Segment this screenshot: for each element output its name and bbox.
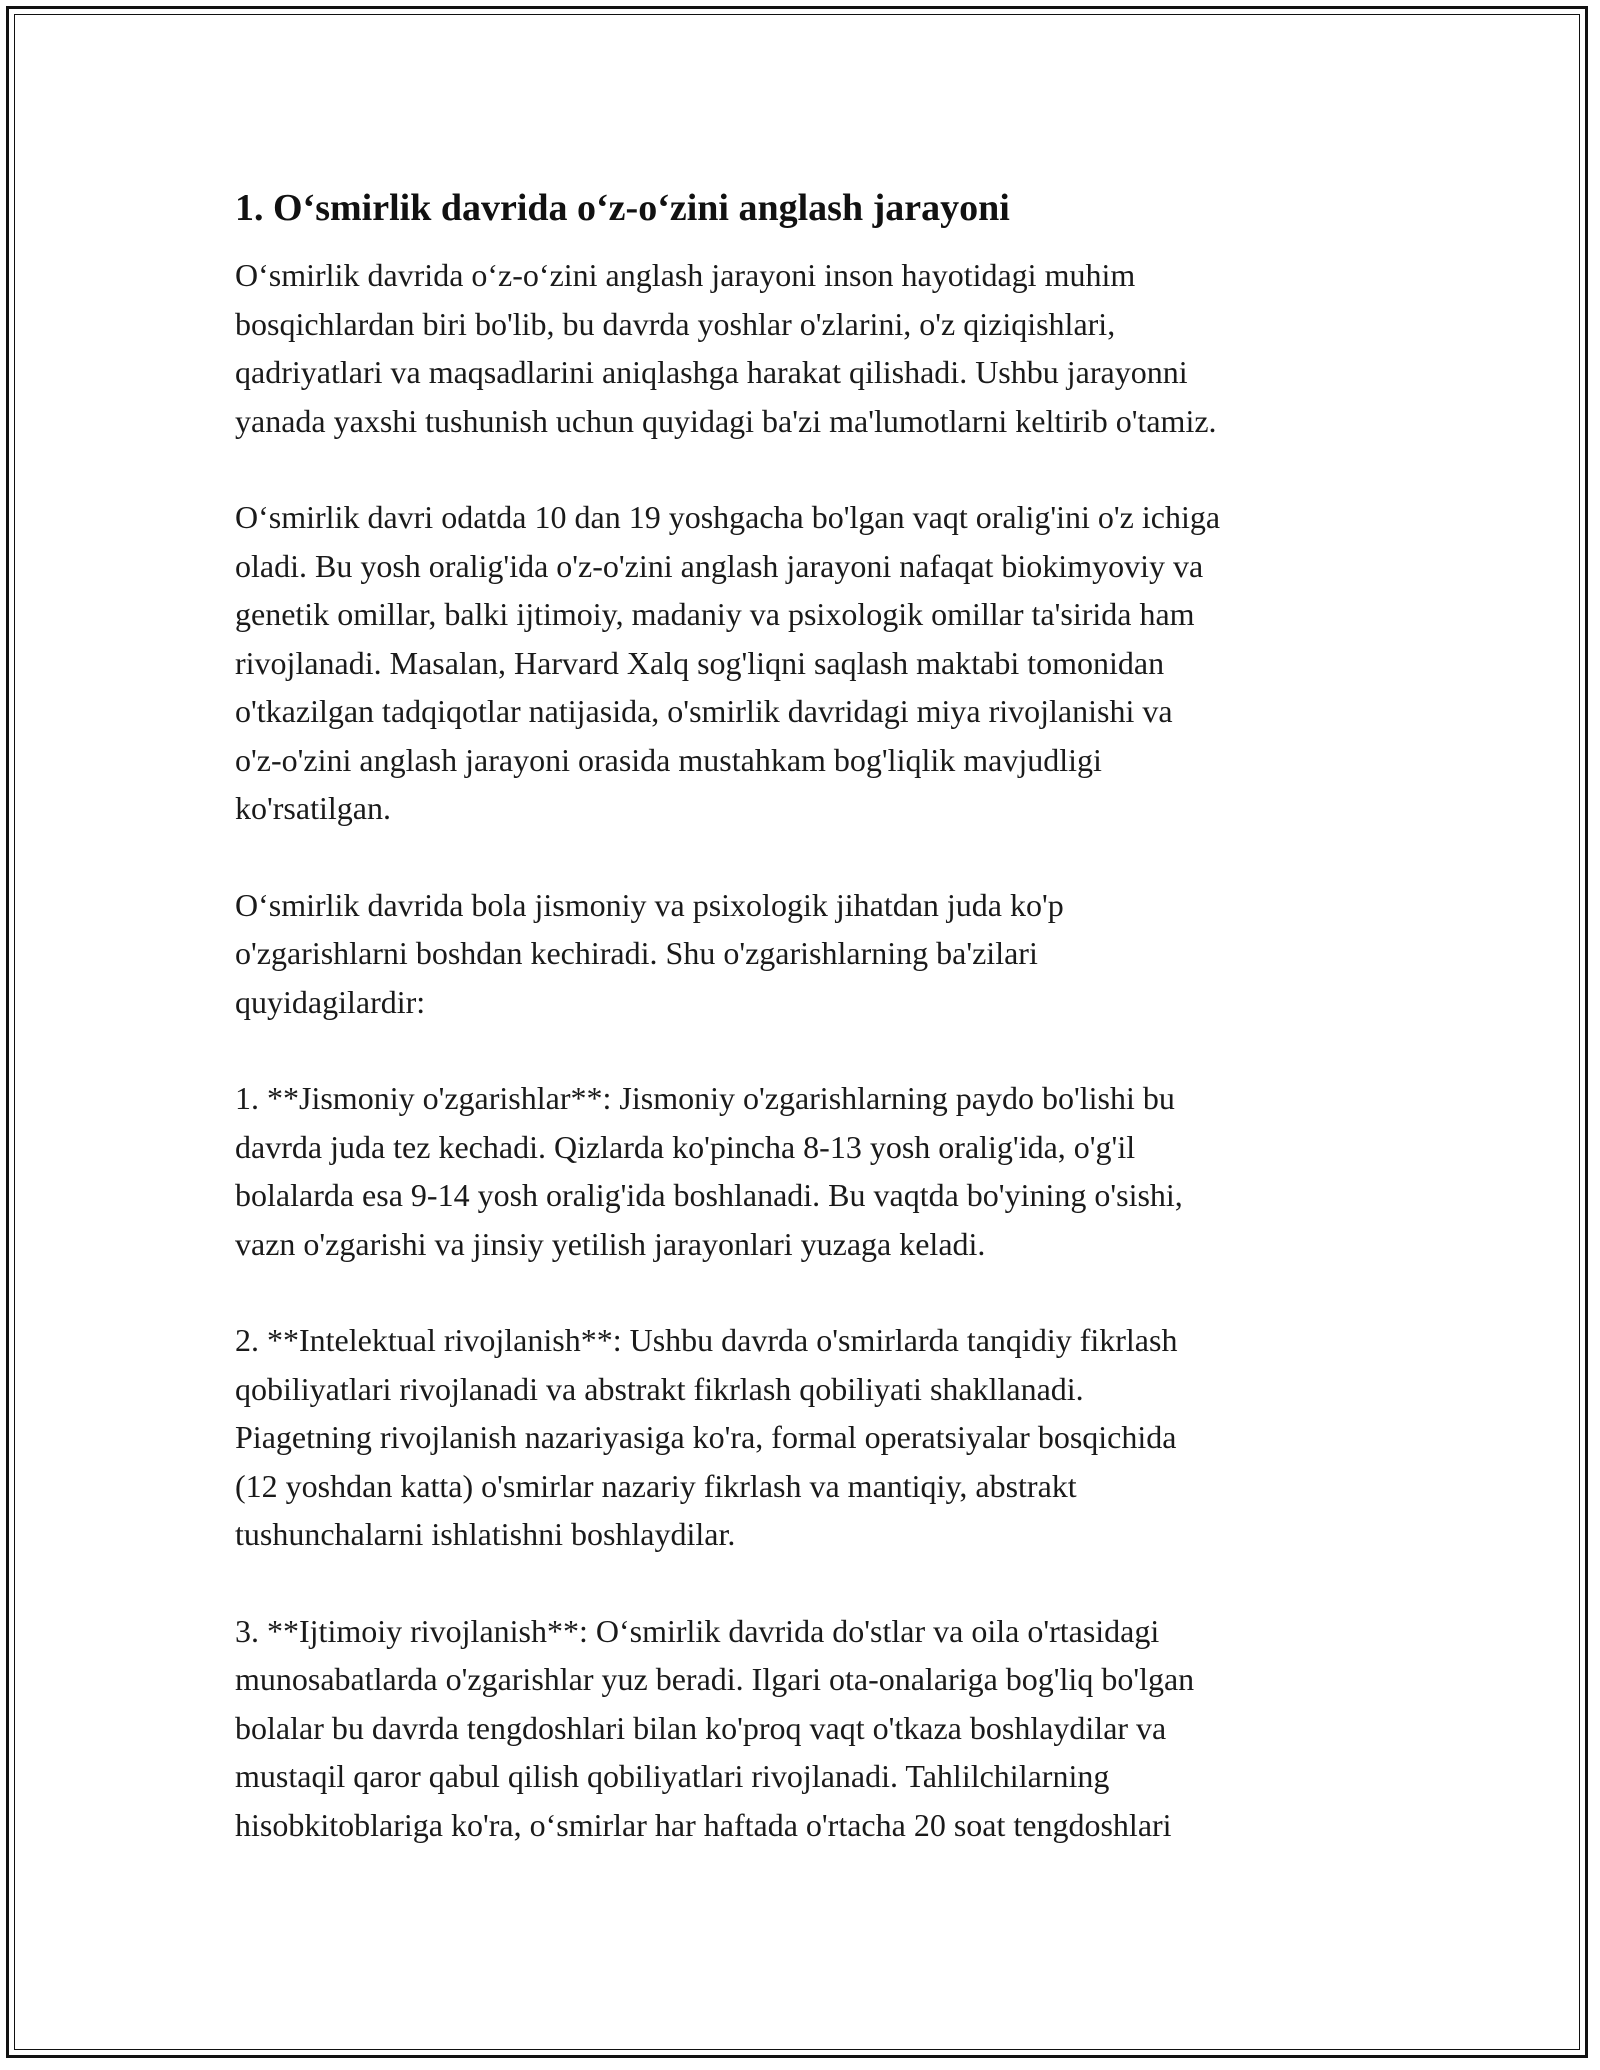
text-line: qadriyatlari va maqsadlarini aniqlashga harakat qilishadi. Ushbu jarayonni xyxy=(235,354,1188,390)
text-line: 3. **Ijtimoiy rivojlanish**: O‘smirlik davrida do'stlar va oila o'rtasidagi xyxy=(235,1612,1160,1649)
paragraph-intro xyxy=(235,251,1385,445)
text-line: 2. **Intelektual rivojlanish**: Ushbu davrda o'smirlarda tanqidiy fikrlash xyxy=(235,1322,1178,1358)
text-line: bolalar bu davrda tengdoshlari bilan ko'proq vaqt o'tkaza boshlaydilar va xyxy=(235,1709,1167,1746)
section-heading: 1. O‘smirlik davrida o‘z-o‘zini anglash jarayoni xyxy=(235,187,1010,229)
text-line: qobiliyatlari rivojlanadi va abstrakt fikrlash qobiliyati shakllanadi. xyxy=(235,1370,1084,1407)
text-line: bosqichlardan biri bo'lib, bu davrda yoshlar o'zlarini, o'z qiziqishlari, xyxy=(235,305,1116,342)
text-line: hisobkitoblariga ko'ra, o‘smirlar har haftada o'rtacha 20 soat tengdoshlari xyxy=(235,1806,1172,1843)
list-item-physical-changes xyxy=(235,1074,1385,1268)
list-item-social-development xyxy=(235,1607,1385,1850)
text-line: (12 yoshdan katta) o'smirlar nazariy fikrlash va mantiqiy, abstrakt xyxy=(235,1467,1077,1504)
text-line: o'zgarishlarni boshdan kechiradi. Shu o'zgarishlarning ba'zilari xyxy=(235,935,1038,971)
text-line: genetik omillar, balki ijtimoiy, madaniy va psixologik omillar ta'sirida ham xyxy=(235,596,1195,632)
text-line: o'z-o'zini anglash jarayoni orasida mustahkam bog'liqlik mavjudligi xyxy=(235,741,1102,778)
text-line: O‘smirlik davri odatda 10 dan 19 yoshgacha bo'lgan vaqt oralig'ini o'z ichiga xyxy=(235,499,1221,535)
list-item-intellectual-development xyxy=(235,1316,1385,1559)
text-line: oladi. Bu yosh oralig'ida o'z-o'zini anglash jarayoni nafaqat biokimyoviy va xyxy=(235,547,1204,584)
text-line: o'tkazilgan tadqiqotlar natijasida, o'smirlik davridagi miya rivojlanishi va xyxy=(235,693,1173,729)
text-line: O‘smirlik davrida bola jismoniy va psixologik jihatdan juda ko'p xyxy=(235,886,1064,923)
text-line: tushunchalarni ishlatishni boshlaydilar. xyxy=(235,1516,736,1552)
text-line: Piagetning rivojlanish nazariyasiga ko'ra, formal operatsiyalar bosqichida xyxy=(235,1419,1177,1455)
text-line: 1. **Jismoniy o'zgarishlar**: Jismoniy o'zgarishlarning paydo bo'lishi bu xyxy=(235,1080,1175,1116)
text-line: O‘smirlik davrida o‘z-o‘zini anglash jarayoni inson hayotidagi muhim xyxy=(235,257,1136,293)
text-line: rivojlanadi. Masalan, Harvard Xalq sog'liqni saqlash maktabi tomonidan xyxy=(235,644,1165,681)
document-body xyxy=(235,185,1385,1897)
text-line: quyidagilardir: xyxy=(235,983,426,1020)
text-line: yanada yaxshi tushunish uchun quyidagi ba'zi ma'lumotlarni keltirib o'tamiz. xyxy=(235,402,1217,439)
text-line: munosabatlarda o'zgarishlar yuz beradi. Ilgari ota-onalariga bog'liq bo'lgan xyxy=(235,1661,1195,1697)
text-line: mustaqil qaror qabul qilish qobiliyatlari rivojlanadi. Tahlilchilarning xyxy=(235,1758,1110,1794)
text-line: bolalarda esa 9-14 yosh oralig'ida boshlanadi. Bu vaqtda bo'yining o'sishi, xyxy=(235,1177,1183,1213)
text-line: davrda juda tez kechadi. Qizlarda ko'pincha 8-13 yosh oralig'ida, o'g'il xyxy=(235,1128,1136,1165)
text-line: ko'rsatilgan. xyxy=(235,790,391,826)
paragraph-age-range xyxy=(235,493,1385,833)
paragraph-changes-intro xyxy=(235,881,1385,1027)
text-line: vazn o'zgarishi va jinsiy yetilish jarayonlari yuzaga keladi. xyxy=(235,1225,986,1262)
